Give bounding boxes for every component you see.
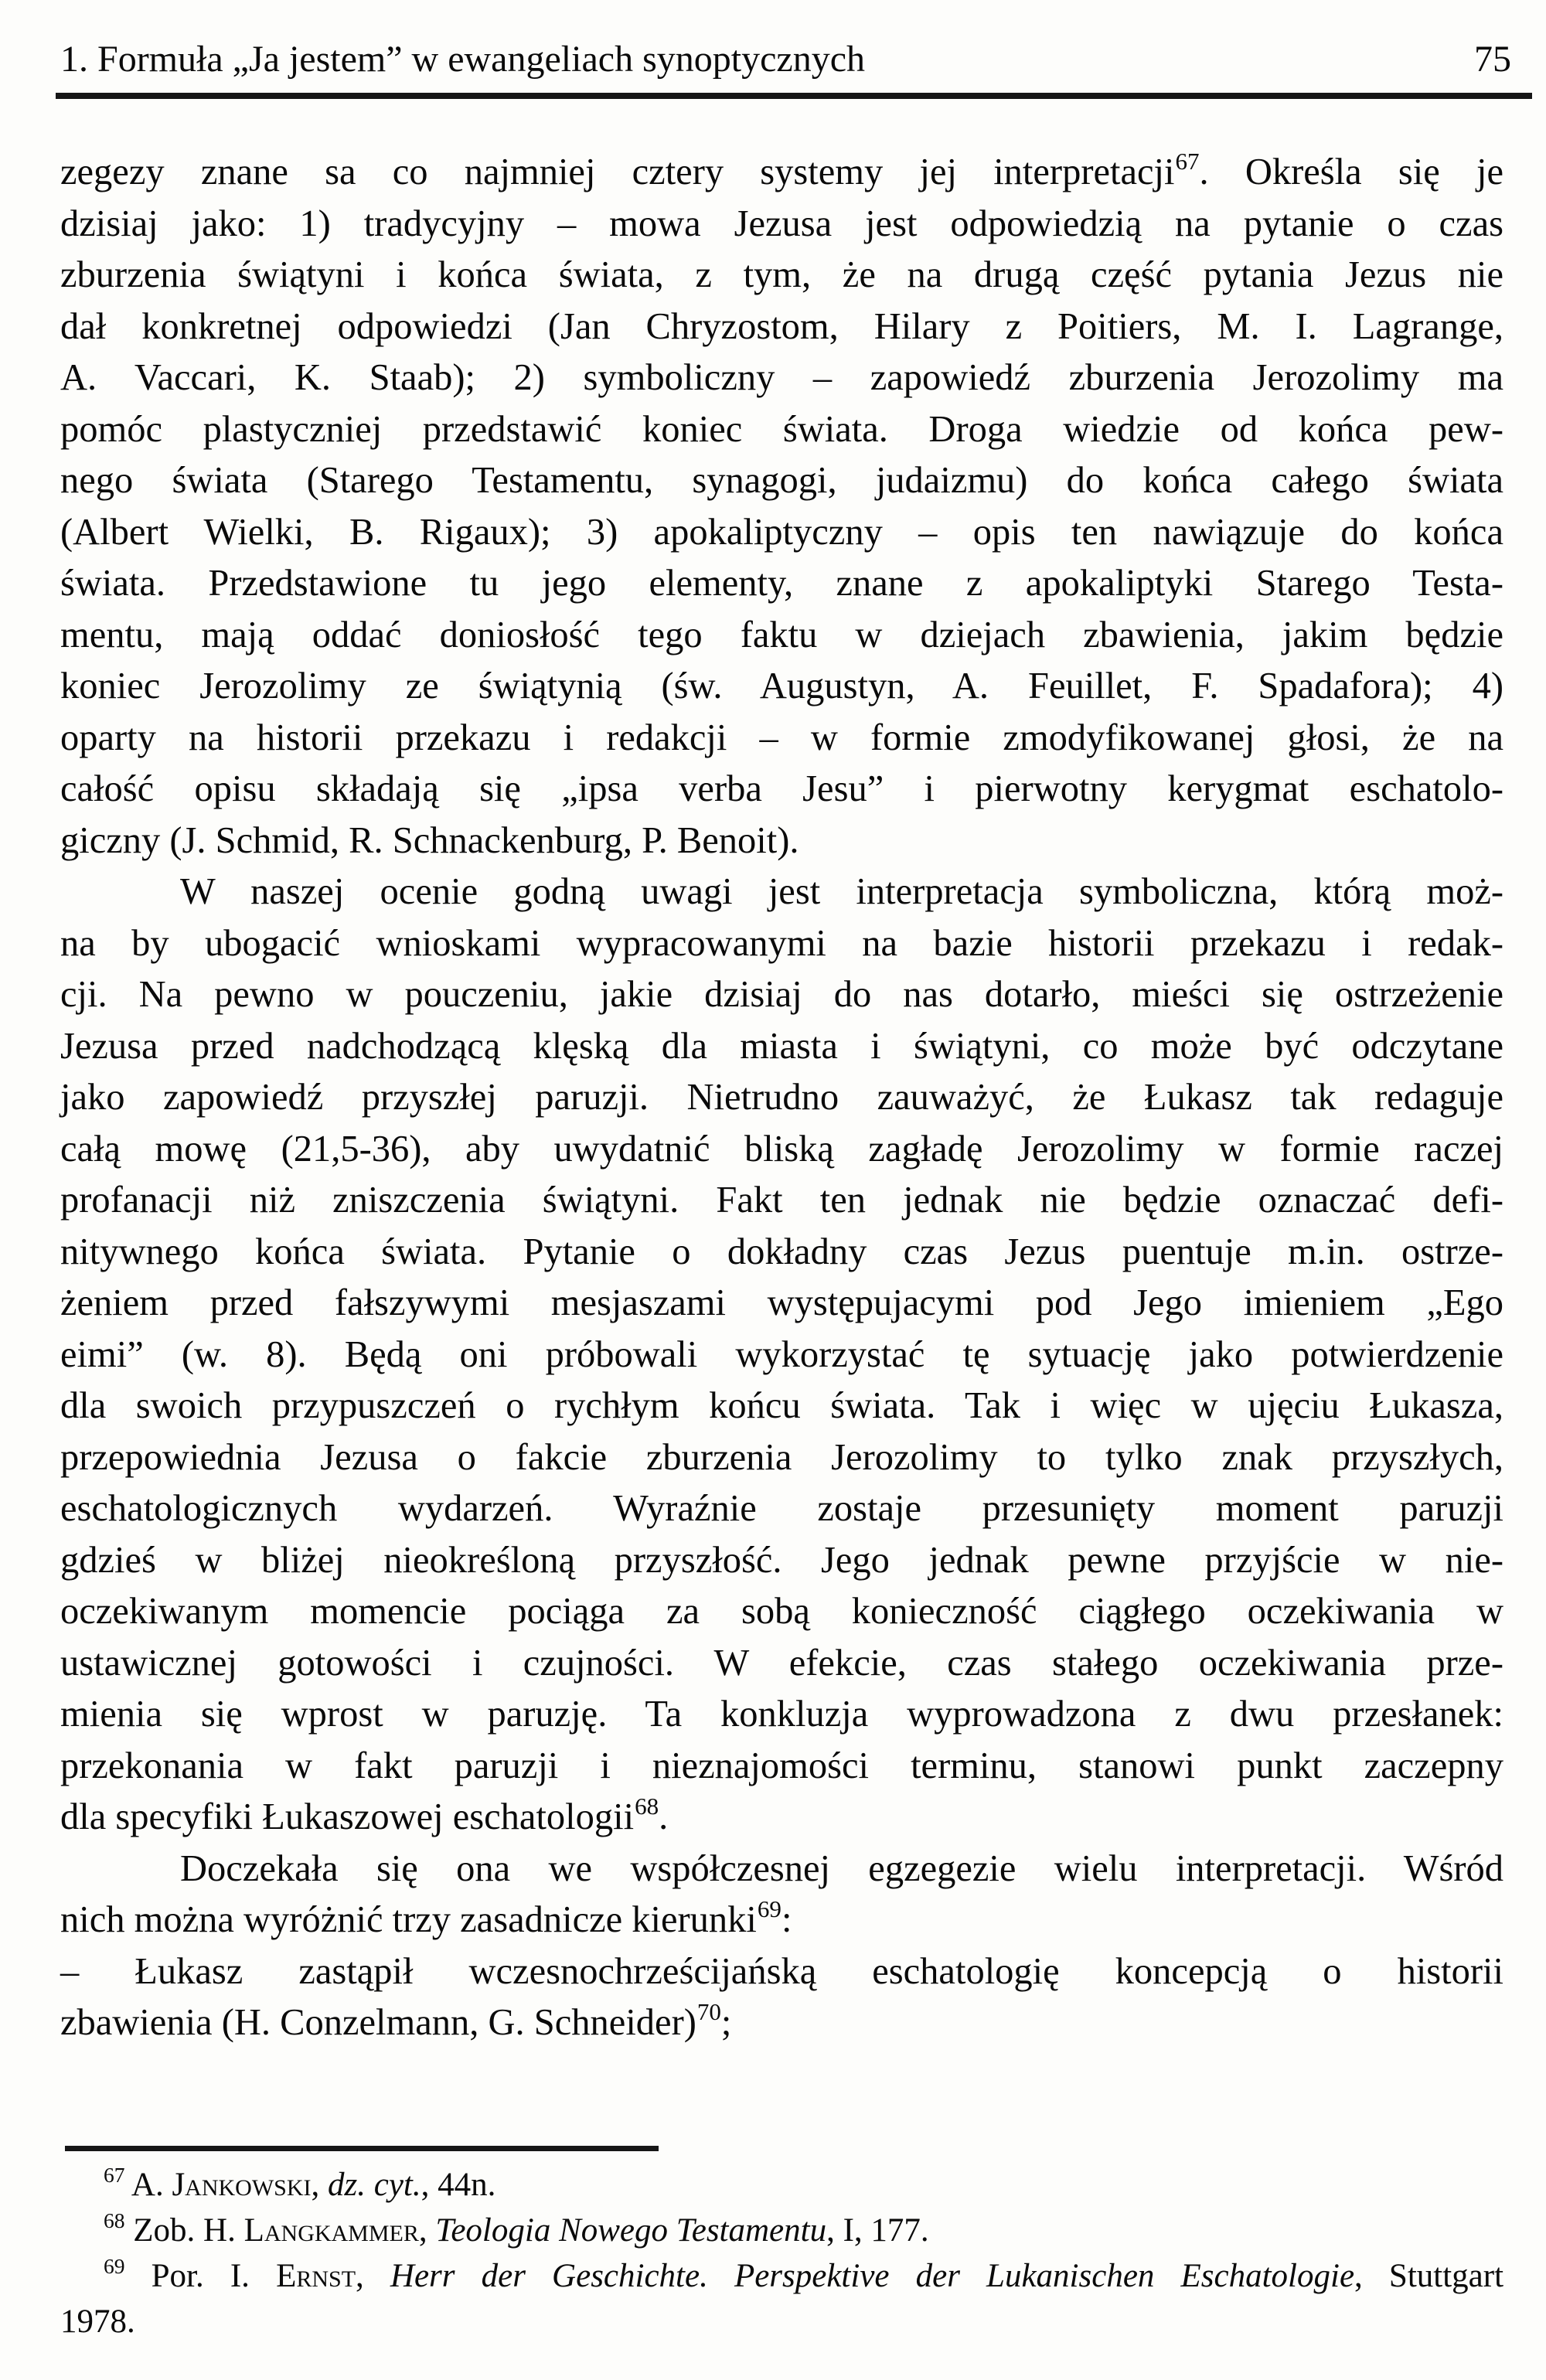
- header-rule: [56, 93, 1532, 99]
- footnote-separator: [65, 2146, 659, 2151]
- smallcaps-name: Ernst: [276, 2258, 356, 2294]
- text-run: – Łukasz zastąpił wczesnochrześcijańską eschatologię koncepcją o historii: [60, 1950, 1503, 1992]
- text-run: dla swoich przypuszczeń o rychłym końcu świata. Tak i więc w ujęciu Łukasza,: [60, 1385, 1503, 1426]
- text-run: jako zapowiedź przyszłej paruzji. Nietrudno zauważyć, że Łukasz tak redaguje: [60, 1077, 1503, 1118]
- body-line: [60, 1227, 1503, 1279]
- page-number: 75: [1474, 39, 1511, 80]
- text-run: ,: [418, 2212, 436, 2249]
- smallcaps-name: Langkammer: [243, 2212, 419, 2249]
- text-run: W naszej ocenie godną uwagi jest interpretacja symboliczna, którą moż-: [180, 871, 1503, 912]
- text-run: (Albert Wielki, B. Rigaux); 3) apokaliptyczny – opis ten nawiązuje do końca: [60, 511, 1503, 553]
- running-header: [60, 37, 1511, 82]
- text-run: przekonania w fakt paruzji i nieznajomości terminu, stanowi punkt zaczepny: [60, 1745, 1503, 1786]
- body-line: [60, 1946, 1503, 1998]
- text-run: , Stuttgart: [1354, 2258, 1504, 2294]
- text-run: na by ubogacić wnioskami wypracowanymi na bazie historii przekazu i redak-: [60, 922, 1503, 964]
- body-line: [60, 1483, 1503, 1535]
- italic-text: dz. cyt.: [328, 2167, 421, 2203]
- footnote-ref: 67: [1175, 147, 1200, 175]
- footnote-ref: 68: [104, 2208, 125, 2232]
- body-line: [60, 1895, 1503, 1946]
- footnote-ref: 69: [104, 2253, 125, 2278]
- body-line: [60, 507, 1503, 559]
- text-run: Jezusa przed nadchodzącą klęską dla miasta i świątyni, co może być odczytane: [60, 1025, 1503, 1067]
- body-line: [60, 1432, 1503, 1484]
- body-line: [60, 455, 1503, 507]
- text-run: oparty na historii przekazu i redakcji – w formie zmodyfikowanej głosi, że na: [60, 717, 1503, 758]
- text-run: cji. Na pewno w pouczeniu, jakie dzisiaj do nas dotarło, mieści się ostrzeżenie: [60, 974, 1503, 1015]
- body-line: [60, 199, 1503, 250]
- body-line: [60, 1124, 1503, 1176]
- text-run: mentu, mają oddać doniosłość tego faktu w dziejach zbawienia, jakim będzie: [60, 614, 1503, 655]
- text-run: świata. Przedstawione tu jego elementy, znane z apokaliptyki Starego Testa-: [60, 563, 1503, 604]
- body-line: [60, 661, 1503, 713]
- body-line: [60, 1330, 1503, 1381]
- text-run: Zob. H.: [124, 2212, 244, 2249]
- text-run: zegezy znane sa co najmniej cztery systemy jej interpretacji: [60, 152, 1175, 192]
- text-run: ,: [311, 2167, 329, 2203]
- text-run: .: [659, 1796, 669, 1837]
- text-run: ;: [720, 2002, 732, 2043]
- text-run: nitywnego końca świata. Pytanie o dokładny czas Jezus puentuje m.in. ostrze-: [60, 1231, 1503, 1272]
- footnotes: [60, 2164, 1503, 2343]
- text-run: całość opisu składają się „ipsa verba Jesu” i pierwotny kerygmat eschatolo-: [60, 768, 1503, 809]
- footnote-line: [60, 2300, 1503, 2343]
- body-line: [60, 1689, 1503, 1741]
- body-line: [60, 815, 1503, 867]
- body-line: [60, 918, 1503, 970]
- body-line: [60, 250, 1503, 301]
- footnote-line: [60, 2209, 1503, 2255]
- footnote-ref: 67: [104, 2162, 125, 2187]
- text-run: przepowiednia Jezusa o fakcie zburzenia Jerozolimy to tylko znak przyszłych,: [60, 1436, 1503, 1478]
- body-line: [60, 1792, 1503, 1844]
- body-text: [60, 147, 1503, 2049]
- text-run: zburzenia świątyni i końca świata, z tym, że na drugą część pytania Jezus nie: [60, 254, 1503, 295]
- footnote-ref: 68: [635, 1792, 659, 1820]
- footnote-line: [60, 2255, 1503, 2300]
- text-run: ,: [356, 2258, 390, 2294]
- body-line: [60, 1381, 1503, 1432]
- text-run: koniec Jerozolimy ze świątynią (św. Augustyn, A. Feuillet, F. Spadafora); 4): [60, 666, 1503, 707]
- text-run: ustawicznej gotowości i czujności. W efekcie, czas stałego oczekiwania prze-: [60, 1642, 1503, 1684]
- text-run: . Określa się je: [1199, 152, 1503, 192]
- text-run: dzisiaj jako: 1) tradycyjny – mowa Jezusa jest odpowiedzią na pytanie o czas: [60, 203, 1503, 244]
- body-line: [60, 1741, 1503, 1793]
- body-line: [60, 1175, 1503, 1227]
- body-line: [60, 558, 1503, 610]
- footnote-line: [60, 2164, 1503, 2209]
- text-run: Por. I.: [124, 2258, 277, 2294]
- text-run: eschatologicznych wydarzeń. Wyraźnie zostaje przesunięty moment paruzji: [60, 1488, 1503, 1529]
- italic-text: Herr der Geschichte. Perspektive der Lukanischen Eschatologie: [390, 2258, 1355, 2294]
- text-run: , I, 177.: [826, 2212, 929, 2249]
- text-run: , 44n.: [421, 2167, 496, 2203]
- body-line: [60, 1997, 1503, 2049]
- text-run: nich można wyróżnić trzy zasadnicze kierunki: [60, 1899, 757, 1940]
- text-run: A.: [124, 2167, 172, 2203]
- body-line: [60, 1278, 1503, 1330]
- italic-text: Teologia Nowego Testamentu: [435, 2212, 827, 2249]
- body-line: [60, 610, 1503, 662]
- body-line: [60, 1638, 1503, 1690]
- body-line: [60, 1021, 1503, 1073]
- text-run: żeniem przed fałszywymi mesjaszami występujacymi pod Jego imieniem „Ego: [60, 1282, 1503, 1323]
- body-line: [60, 404, 1503, 456]
- text-run: 1978.: [60, 2303, 135, 2340]
- text-run: oczekiwanym momencie pociąga za sobą konieczność ciągłego oczekiwania w: [60, 1591, 1503, 1632]
- body-line: [60, 352, 1503, 404]
- smallcaps-name: Jankowski: [172, 2167, 312, 2203]
- body-line: [60, 1844, 1503, 1895]
- body-line: [60, 867, 1503, 918]
- body-line: [60, 764, 1503, 815]
- text-run: Doczekała się ona we współczesnej egzegezie wielu interpretacji. Wśród: [180, 1847, 1503, 1889]
- text-run: profanacji niż zniszczenia świątyni. Fakt ten jednak nie będzie oznaczać defi-: [60, 1180, 1503, 1221]
- text-run: nego świata (Starego Testamentu, synagogi, judaizmu) do końca całego świata: [60, 460, 1503, 501]
- text-run: zbawienia (H. Conzelmann, G. Schneider): [60, 2002, 696, 2043]
- body-line: [60, 1586, 1503, 1638]
- body-line: [60, 1072, 1503, 1124]
- body-line: [60, 713, 1503, 764]
- text-run: dał konkretnej odpowiedzi (Jan Chryzostom, Hilary z Poitiers, M. I. Lagrange,: [60, 305, 1503, 347]
- text-run: :: [781, 1899, 792, 1940]
- text-run: A. Vaccari, K. Staab); 2) symboliczny – zapowiedź zburzenia Jerozolimy ma: [60, 357, 1503, 398]
- footnote-ref: 70: [696, 1997, 721, 2025]
- body-line: [60, 969, 1503, 1021]
- text-run: eimi” (w. 8). Będą oni próbowali wykorzystać tę sytuację jako potwierdzenie: [60, 1333, 1503, 1375]
- body-line: [60, 147, 1503, 199]
- text-run: giczny (J. Schmid, R. Schnackenburg, P. Benoit).: [60, 819, 799, 861]
- text-run: gdzieś w bliżej nieokreśloną przyszłość. Jego jednak pewne przyjście w nie-: [60, 1539, 1503, 1581]
- text-run: mienia się wprost w paruzję. Ta konkluzja wyprowadzona z dwu przesłanek:: [60, 1694, 1503, 1735]
- body-line: [60, 301, 1503, 353]
- body-line: [60, 1535, 1503, 1587]
- footnote-ref: 69: [757, 1895, 782, 1922]
- text-run: całą mowę (21,5-36), aby uwydatnić bliską zagładę Jerozolimy w formie raczej: [60, 1128, 1503, 1170]
- running-header-title: 1. Formuła „Ja jestem” w ewangeliach synoptycznych: [60, 39, 865, 80]
- text-run: dla specyfiki Łukaszowej eschatologii: [60, 1796, 635, 1837]
- text-run: pomóc plastyczniej przedstawić koniec świata. Droga wiedzie od końca pew-: [60, 408, 1503, 450]
